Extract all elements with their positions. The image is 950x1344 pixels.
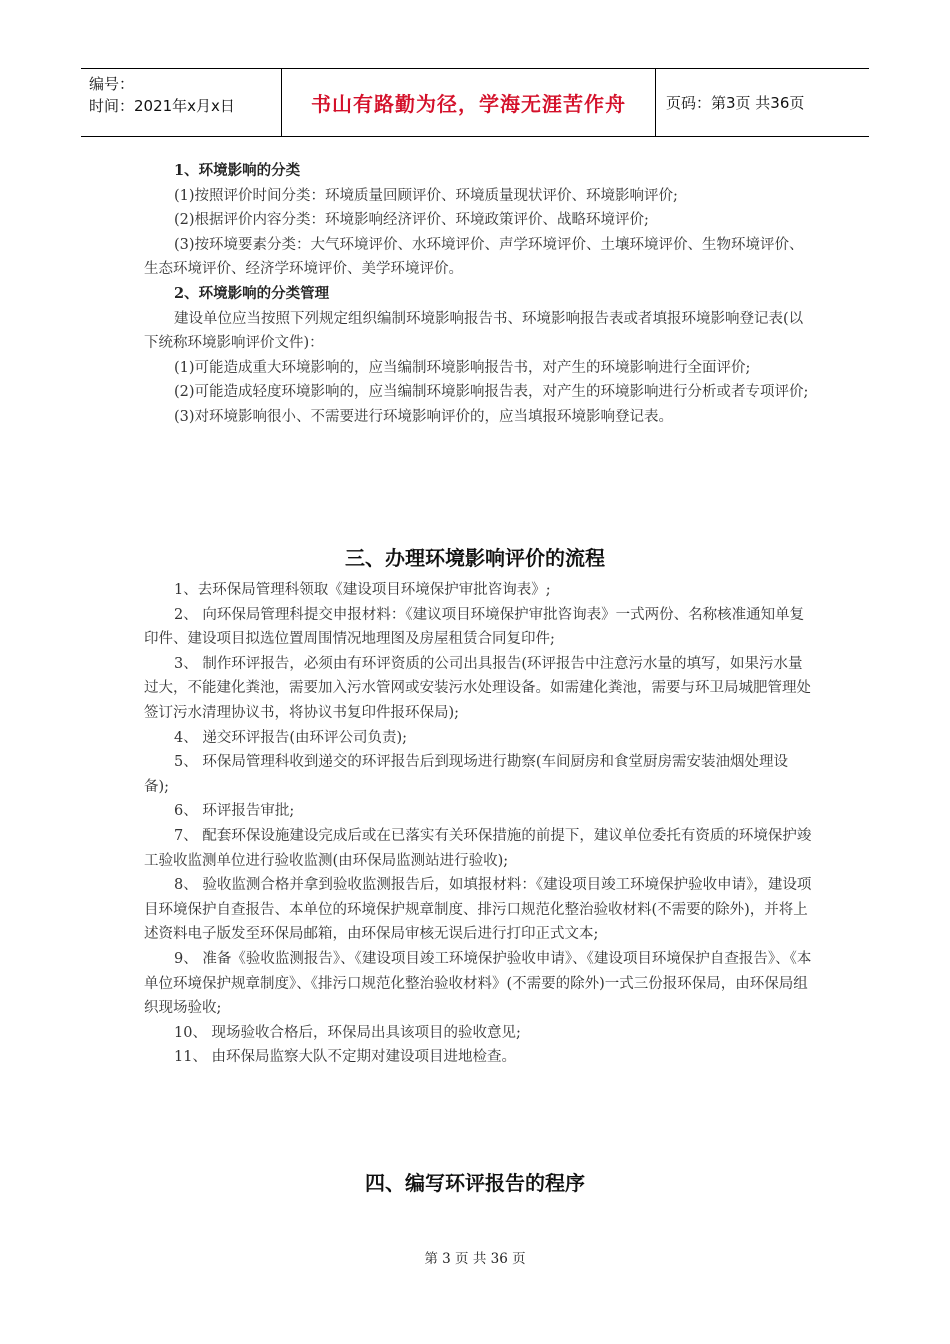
- section-heading-3: 三、办理环境影响评价的流程: [345, 546, 605, 570]
- header-page-info: 页码：第3页 共36页: [666, 94, 805, 112]
- header-motto-cell: [281, 69, 656, 136]
- paragraph: (1)按照评价时间分类：环境质量回顾评价、环境质量现状评价、环境影响评价;: [174, 187, 678, 204]
- page-footer: 第 3 页 共 36 页: [424, 1251, 526, 1267]
- paragraph: 9、 准备《验收监测报告》、《建设项目竣工环境保护验收申请》、《建设项目环境保护自查报告》、《本单位环境保护规章制度》、《排污口规范化整治验收材料》(不需要的除外)一式三份报环保局，由环保局组织现场验收;: [144, 950, 812, 1017]
- paragraph: 2、 向环保局管理科提交申报材料：《建议项目环境保护审批咨询表》一式两份、名称核准通知单复印件、建设项目拟选位置周围情况地理图及房屋租赁合同复印件;: [144, 606, 805, 648]
- paragraph: 2、环境影响的分类管理: [174, 284, 330, 302]
- section-heading-4: 四、编写环评报告的程序: [365, 1171, 585, 1195]
- section-process: [144, 578, 812, 1070]
- paragraph: 3、 制作环评报告，必须由有环评资质的公司出具报告(环评报告中注意污水量的填写，如果污水量过大，不能建化粪池，需要加入污水管网或安装污水处理设备。如需建化粪池，需要与环卫局城肥管理处签订污水清理协议书，将协议书复印件报环保局);: [144, 655, 811, 721]
- paragraph: 7、 配套环保设施建设完成后或在已落实有关环保措施的前提下，建议单位委托有资质的环境保护竣工验收监测单位进行验收监测(由环保局监测站进行验收);: [144, 827, 812, 869]
- paragraph: (1)可能造成重大环境影响的，应当编制环境影响报告书，对产生的环境影响进行全面评价;: [174, 359, 751, 376]
- paragraph: 11、 由环保局监察大队不定期对建设项目进地检查。: [174, 1049, 517, 1066]
- paragraph: 建设单位应当按照下列规定组织编制环境影响报告书、环境影响报告表或者填报环境影响登记表(以下统称环境影响评价文件)：: [144, 310, 804, 352]
- header-meta: [81, 69, 281, 136]
- paragraph: (3)按环境要素分类：大气环境评价、水环境评价、声学环境评价、土壤环境评价、生物环境评价、生态环境评价、经济学环境评价、美学环境评价。: [144, 236, 804, 278]
- paragraph: 5、 环保局管理科收到递交的环评报告后到现场进行勘察(车间厨房和食堂厨房需安装油烟处理设备);: [144, 754, 788, 795]
- paragraph: 10、 现场验收合格后，环保局出具该项目的验收意见;: [174, 1024, 521, 1041]
- paragraph: 6、 环评报告审批;: [174, 803, 295, 820]
- paragraph: (3)对环境影响很小、不需要进行环境影响评价的，应当填报环境影响登记表。: [174, 408, 674, 425]
- paragraph: 4、 递交环评报告(由环评公司负责);: [174, 729, 408, 746]
- paragraph: (2)可能造成轻度环境影响的，应当编制环境影响报告表，对产生的环境影响进行分析或者专项评价;: [174, 384, 809, 401]
- paragraph: 1、环境影响的分类: [174, 162, 301, 179]
- document-time-label: 时间：2021年x月x日: [89, 97, 235, 115]
- paragraph: 8、 验收监测合格并拿到验收监测报告后，如填报材料：《建设项目竣工环境保护验收申请》，建设项目环境保护自查报告、本单位的环境保护规章制度、排污口规范化整治验收材料(不需要的除外)，并将上述资料电子版发至环保局邮箱，由环保局审核无误后进行打印正式文本;: [144, 877, 812, 943]
- page-header: [81, 68, 869, 137]
- document-number-label: 编号：: [89, 75, 135, 93]
- paragraph: (2)根据评价内容分类：环境影响经济评价、环境政策评价、战略环境评价;: [174, 212, 649, 229]
- paragraph: 1、去环保局管理科领取《建设项目环境保护审批咨询表》;: [174, 582, 551, 598]
- header-motto: 书山有路勤为径，学海无涯苦作舟: [311, 92, 626, 116]
- section-classification: [144, 159, 812, 430]
